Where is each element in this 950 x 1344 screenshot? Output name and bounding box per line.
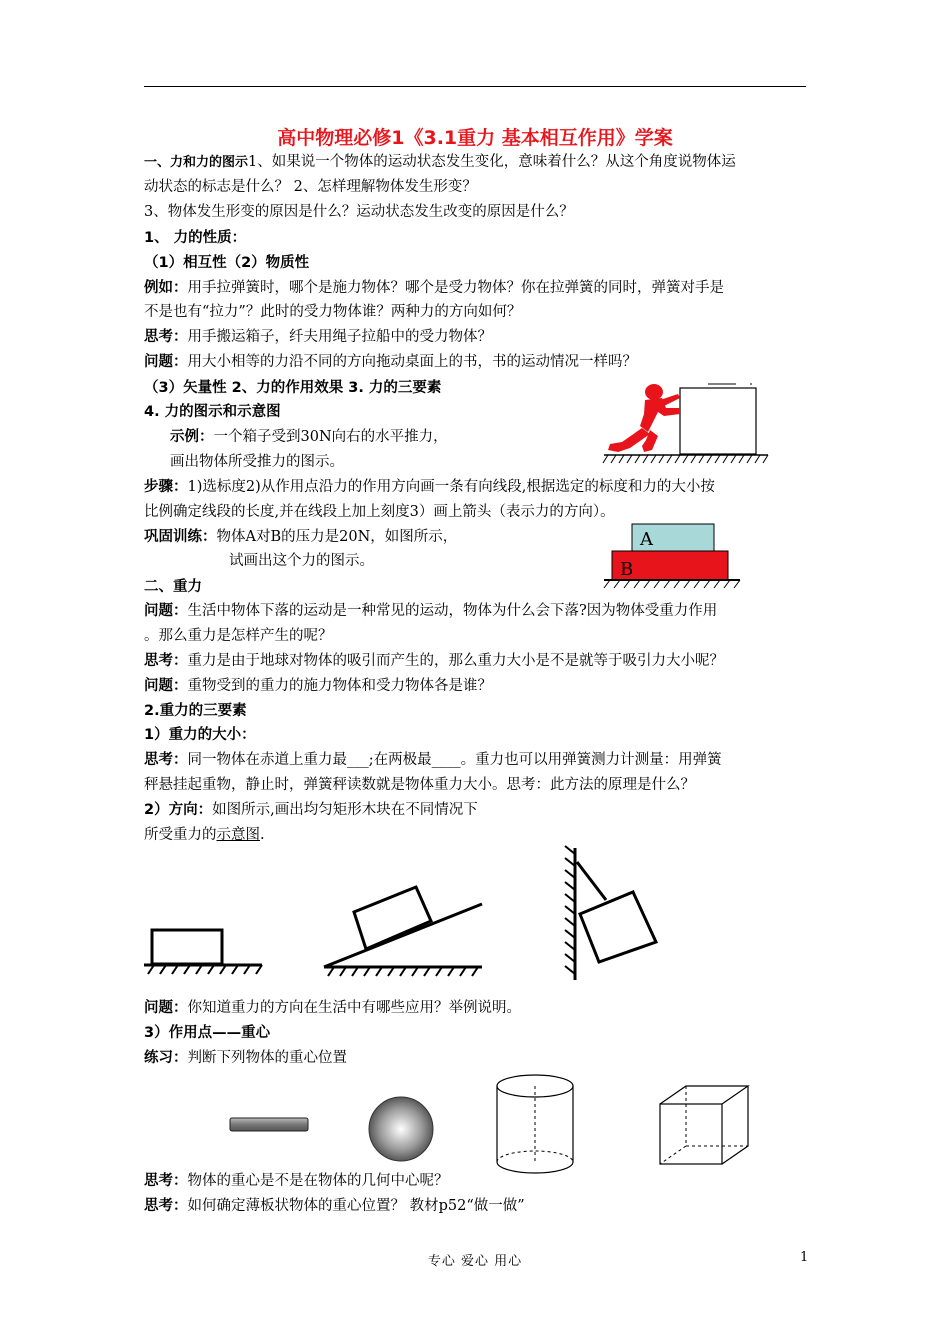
- text-line: 示例：一个箱子受到30N向右的水平推力，: [170, 429, 448, 445]
- pusher-person-icon: [608, 384, 680, 452]
- block-on-incline-figure: [318, 866, 488, 981]
- text-line: 。那么重力是怎样产生的呢？: [144, 628, 333, 644]
- cube-object-figure: [656, 1082, 756, 1168]
- section-heading: 二、重力: [144, 579, 202, 595]
- text-line: 所受重力的示意图.: [144, 827, 265, 843]
- text-line: 问题：你知道重力的方向在生活中有哪些应用？举例说明。: [144, 1000, 521, 1016]
- text-line: 问题：重物受到的重力的施力物体和受力物体各是谁？: [144, 678, 492, 694]
- text-line: 动状态的标志是什么？ 2、怎样理解物体发生形变？: [144, 179, 477, 195]
- text-line: 试画出这个力的图示。: [229, 553, 374, 569]
- bar-object-figure: [228, 1116, 312, 1136]
- text-line: 步骤：1)选标度2)从作用点沿力的作用方向画一条有向线段,根据选定的标度和力的大小按: [144, 479, 715, 495]
- text-line: 练习：判断下列物体的重心位置: [144, 1050, 347, 1066]
- subheading: 3）作用点——重心: [144, 1025, 271, 1041]
- text-line: 思考：同一物体在赤道上重力最___;在两极最____。重力也可以用弹簧测力计测量：用弹簧: [144, 752, 722, 768]
- subheading: （1）相互性（2）物质性: [144, 255, 310, 271]
- text-line: 2）方向：如图所示,画出均匀矩形木块在不同情况下: [144, 802, 478, 818]
- hanging-block-figure: [556, 844, 666, 984]
- text-line: 思考：物体的重心是不是在物体的几何中心呢？: [144, 1173, 449, 1189]
- text-line: 巩固训练：物体A对B的压力是20N，如图所示，: [144, 529, 458, 545]
- page-number: 1: [800, 1250, 809, 1265]
- page-footer: 专心 爱心 用心: [427, 1254, 523, 1269]
- page-title: 高中物理必修1《3.1重力 基本相互作用》学案: [277, 127, 673, 149]
- blocks-ab-figure: [598, 520, 748, 590]
- text-line: 秤悬挂起重物，静止时，弹簧秤读数就是物体重力大小。思考：此方法的原理是什么？: [144, 777, 695, 793]
- pusher-figure: [600, 378, 770, 468]
- subheading: 1）重力的大小：: [144, 727, 256, 743]
- text-line: 问题：生活中物体下落的运动是一种常见的运动，物体为什么会下落?因为物体受重力作用: [144, 603, 718, 619]
- subheading: 2.重力的三要素: [144, 703, 247, 719]
- text-line: 思考：用手搬运箱子，纤夫用绳子拉船中的受力物体？: [144, 329, 492, 345]
- text-line: 不是也有“拉力”？此时的受力物体谁？两种力的方向如何？: [144, 304, 522, 320]
- label-a: A: [640, 529, 653, 550]
- text-line: 思考：重力是由于地球对物体的吸引而产生的，那么重力大小是不是就等于吸引力大小呢？: [144, 653, 724, 669]
- sphere-object-figure: [366, 1094, 436, 1164]
- text-line: 问题：用大小相等的力沿不同的方向拖动桌面上的书，书的运动情况一样吗？: [144, 354, 637, 370]
- text-line: 一、力和力的图示1、如果说一个物体的运动状态发生变化，意味着什么？从这个角度说物体运: [144, 154, 736, 170]
- subheading: 1、 力的性质：: [144, 230, 247, 246]
- block-on-ground-figure: [140, 920, 270, 980]
- text-line: 画出物体所受推力的图示。: [170, 454, 344, 470]
- text-line: 思考：如何确定薄板状物体的重心位置？ 教材p52“做一做”: [144, 1198, 525, 1214]
- header-rule: [144, 86, 806, 87]
- subheading: 4. 力的图示和示意图: [144, 404, 281, 420]
- text-line: 3、物体发生形变的原因是什么？运动状态发生改变的原因是什么？: [144, 204, 574, 220]
- text-line: 例如：用手拉弹簧时，哪个是施力物体？哪个是受力物体？你在拉弹簧的同时，弹簧对手是: [144, 280, 724, 296]
- section-heading: 一、力和力的图示: [144, 155, 249, 170]
- cylinder-object-figure: [490, 1070, 580, 1180]
- label-b: B: [620, 559, 634, 580]
- subheading: （3）矢量性 2、力的作用效果 3. 力的三要素: [144, 380, 442, 396]
- text-line: 比例确定线段的长度,并在线段上加上刻度3）画上箭头（表示力的方向）。: [144, 504, 615, 520]
